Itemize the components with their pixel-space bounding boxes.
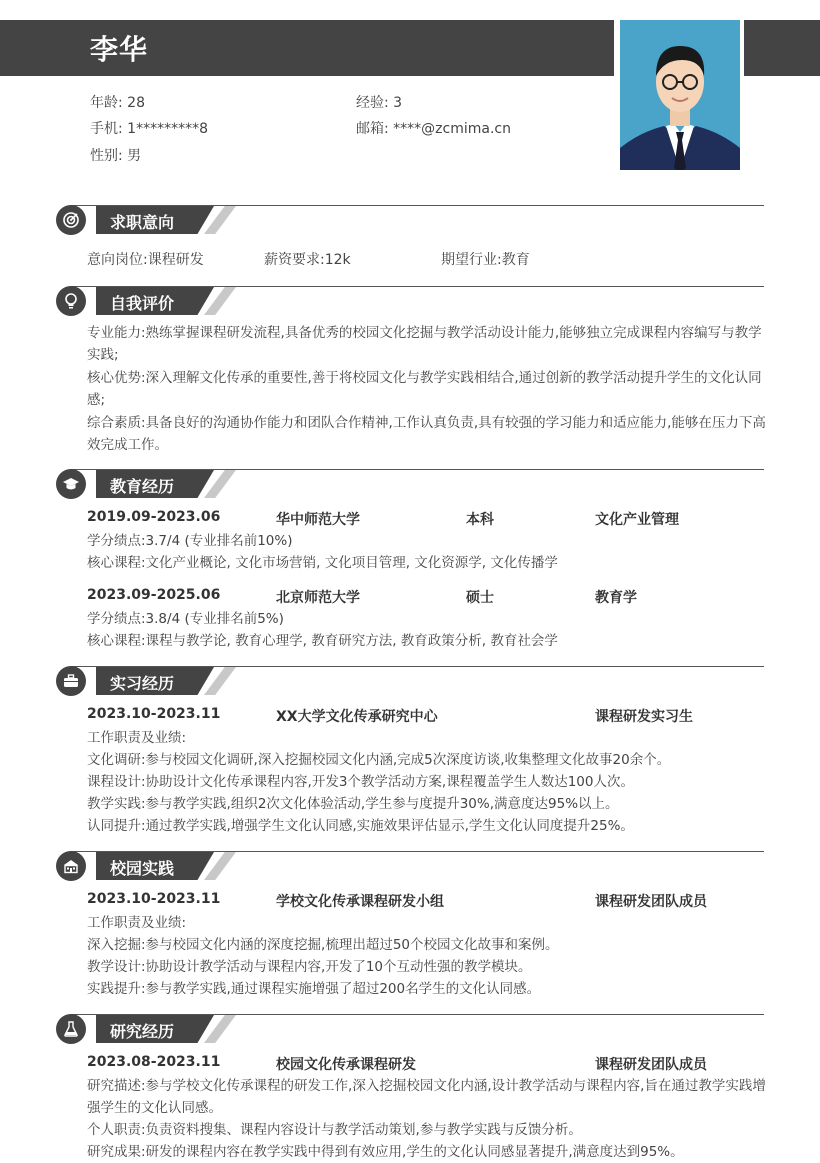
edu-major: 教育学 [595, 590, 637, 606]
section-title: 研究经历 [110, 1022, 175, 1041]
gender-info [90, 145, 141, 165]
intent-position [87, 249, 204, 269]
section-title: 实习经历 [110, 674, 175, 693]
profile-photo [620, 20, 740, 170]
gender-value: 男 [127, 148, 142, 164]
intern-line: 课程设计:协助设计文化传承课程内容,开发3个教学活动方案,课程覆盖学生人数达100人次。 [87, 774, 634, 790]
intern-line: 教学实践:参与教学实践,组织2次文化体验活动,学生参与度提升30%,满意度达95%以上。 [87, 796, 619, 812]
age-info [90, 92, 145, 112]
research-line: 研究成果:研发的课程内容在教学实践中得到有效应用,学生的文化认同感显著提升,满意度达到95%。 [87, 1144, 684, 1160]
self-eval-item: 核心优势:深入理解文化传承的重要性,善于将校园文化与教学实践相结合,通过创新的教学活动提升学生的文化认同感; [87, 370, 762, 408]
phone-value: 1*********8 [127, 121, 208, 137]
research-role: 课程研发团队成员 [595, 1057, 707, 1073]
flask-icon [56, 1014, 86, 1044]
section-header-research [96, 1015, 236, 1043]
briefcase-icon [56, 666, 86, 696]
section-header-self-eval [96, 287, 236, 315]
edu-major: 文化产业管理 [595, 512, 679, 528]
experience-label: 经验: [356, 95, 389, 111]
section-title: 教育经历 [110, 477, 175, 496]
intern-line: 文化调研:参与校园文化调研,深入挖掘校园文化内涵,完成5次深度访谈,收集整理文化故事20余个。 [87, 752, 671, 768]
edu-school: 华中师范大学 [276, 512, 360, 528]
intent-industry-value: 教育 [501, 252, 530, 268]
phone-info [90, 118, 208, 138]
intern-org: XX大学文化传承研究中心 [276, 709, 438, 725]
research-org: 校园文化传承课程研发 [276, 1057, 416, 1073]
research-line: 研究描述:参与学校文化传承课程的研发工作,深入挖掘校园文化内涵,设计教学活动与课程内容,旨在通过教学实践增强学生的文化认同感。 [87, 1078, 766, 1116]
experience-info [356, 92, 402, 112]
intern-line: 工作职责及业绩: [87, 730, 187, 746]
intern-period: 2023.10-2023.11 [87, 706, 221, 722]
self-eval-item: 综合素质:具备良好的沟通协作能力和团队合作精神,工作认真负责,具有较强的学习能力和适应能力,能够在压力下高效完成工作。 [87, 415, 766, 453]
email-label: 邮箱: [356, 121, 389, 137]
edu-gpa: 学分绩点:3.8/4 (专业排名前5%) [87, 611, 284, 627]
section-title: 求职意向 [110, 213, 175, 232]
campus-role: 课程研发团队成员 [595, 894, 707, 910]
intent-salary-value: 12k [324, 252, 351, 268]
section-title: 自我评价 [110, 294, 175, 313]
edu-degree: 硕士 [466, 590, 494, 606]
campus-line: 工作职责及业绩: [87, 915, 187, 931]
email-value: ****@zcmima.cn [393, 121, 511, 137]
section-header-education [96, 470, 236, 498]
edu-period: 2023.09-2025.06 [87, 587, 221, 603]
edu-courses: 核心课程:课程与教学论, 教育心理学, 教育研究方法, 教育政策分析, 教育社会学 [87, 633, 558, 649]
candidate-name: 李华 [90, 33, 149, 66]
lightbulb-icon [56, 286, 86, 316]
target-icon [56, 205, 86, 235]
age-label: 年龄: [90, 95, 123, 111]
age-value: 28 [127, 95, 145, 111]
intent-salary [264, 249, 351, 269]
campus-org: 学校文化传承课程研发小组 [276, 894, 444, 910]
intent-salary-label: 薪资要求: [264, 252, 325, 268]
section-title: 校园实践 [110, 859, 175, 878]
campus-line: 深入挖掘:参与校园文化内涵的深度挖掘,梳理出超过50个校园文化故事和案例。 [87, 937, 559, 953]
edu-school: 北京师范大学 [276, 590, 360, 606]
header-bar-right [744, 20, 820, 76]
graduation-cap-icon [56, 469, 86, 499]
campus-period: 2023.10-2023.11 [87, 891, 221, 907]
intent-position-value: 课程研发 [147, 252, 204, 268]
campus-line: 教学设计:协助设计教学活动与课程内容,开发了10个互动性强的教学模块。 [87, 959, 532, 975]
intern-role: 课程研发实习生 [595, 709, 693, 725]
phone-label: 手机: [90, 121, 123, 137]
edu-gpa: 学分绩点:3.7/4 (专业排名前10%) [87, 533, 293, 549]
edu-courses: 核心课程:文化产业概论, 文化市场营销, 文化项目管理, 文化资源学, 文化传播学 [87, 555, 558, 571]
research-period: 2023.08-2023.11 [87, 1054, 221, 1070]
research-line: 个人职责:负责资料搜集、课程内容设计与教学活动策划,参与教学实践与反馈分析。 [87, 1122, 582, 1138]
experience-value: 3 [393, 95, 403, 111]
edu-degree: 本科 [466, 512, 494, 528]
section-header-intent [96, 206, 236, 234]
intent-industry-label: 期望行业: [441, 252, 502, 268]
intent-industry [441, 249, 530, 269]
section-header-campus [96, 852, 236, 880]
campus-line: 实践提升:参与教学实践,通过课程实施增强了超过200名学生的文化认同感。 [87, 981, 541, 997]
intent-position-label: 意向岗位: [87, 252, 148, 268]
edu-period: 2019.09-2023.06 [87, 509, 221, 525]
self-eval-item: 专业能力:熟练掌握课程研发流程,具备优秀的校园文化挖掘与教学活动设计能力,能够独立完成课程内容编写与教学实践; [87, 325, 762, 363]
intern-line: 认同提升:通过教学实践,增强学生文化认同感,实施效果评估显示,学生文化认同度提升25%。 [87, 818, 634, 834]
school-building-icon [56, 851, 86, 881]
section-header-internship [96, 667, 236, 695]
gender-label: 性别: [90, 148, 123, 164]
email-info [356, 118, 511, 138]
